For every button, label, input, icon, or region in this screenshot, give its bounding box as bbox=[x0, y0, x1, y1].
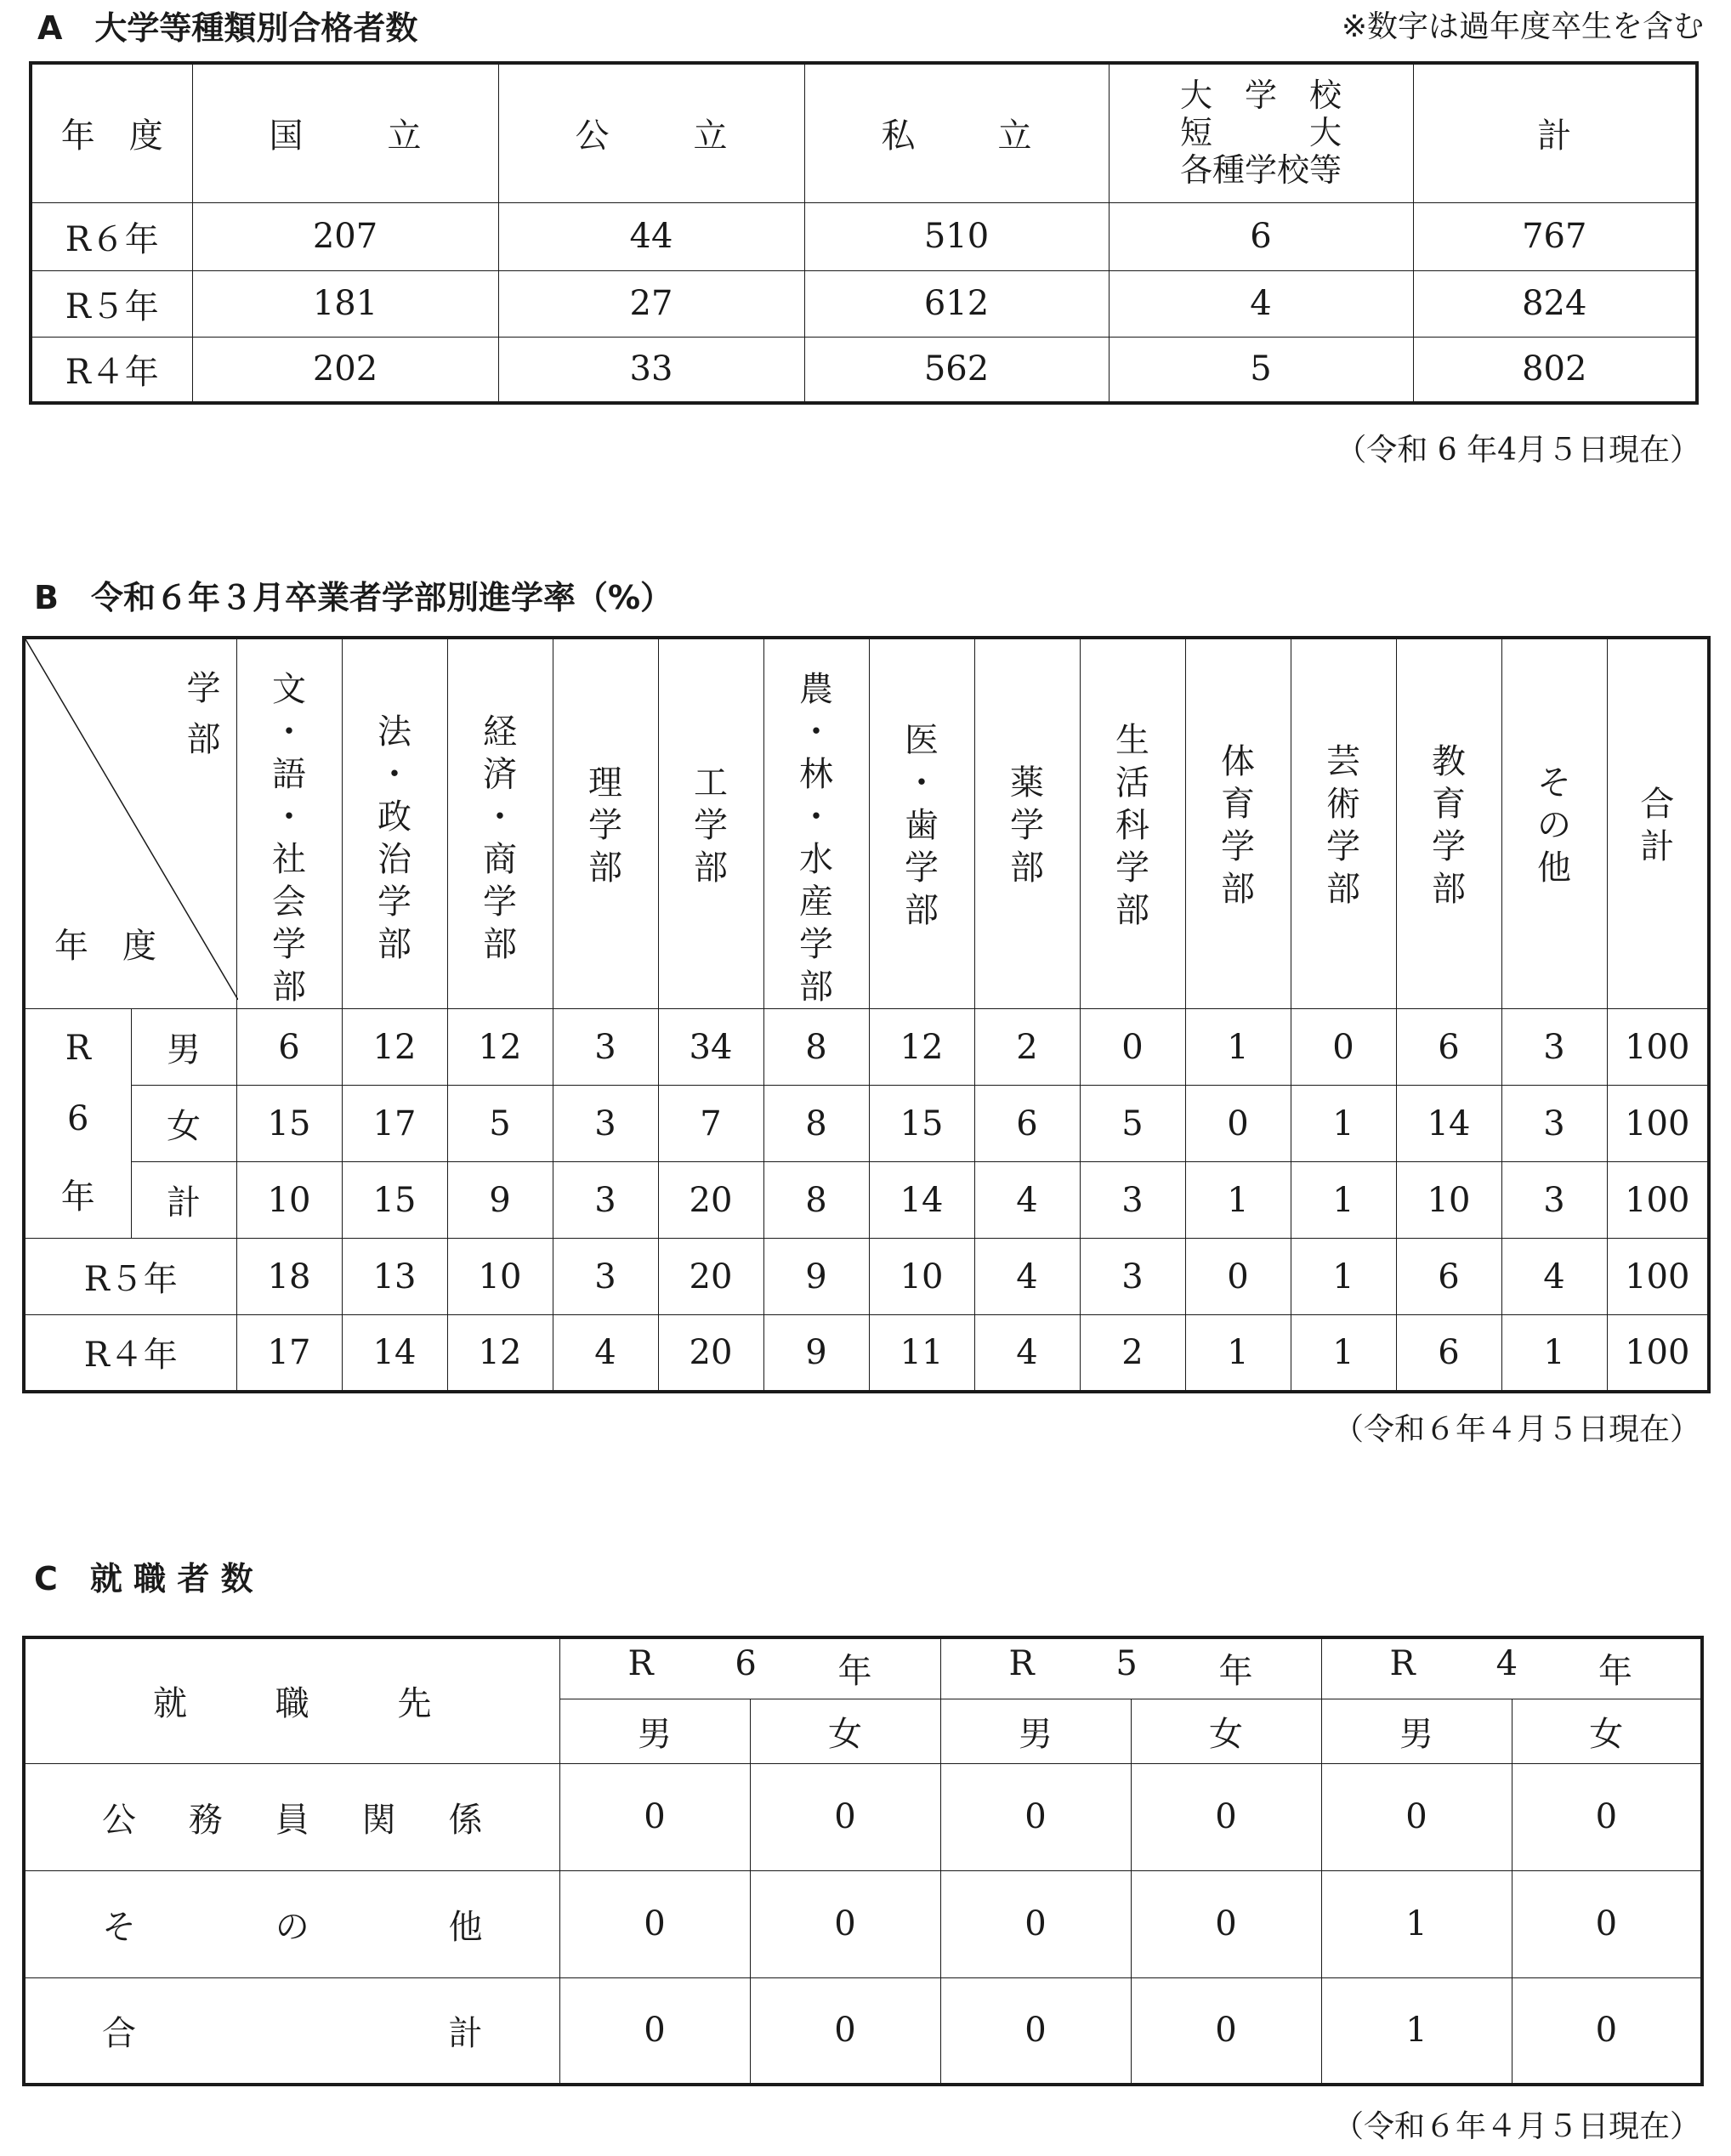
cell-total: 802 bbox=[1413, 337, 1697, 403]
faculty-char: 文 bbox=[272, 670, 306, 709]
cell-rate: 0 bbox=[1080, 1009, 1185, 1086]
row-label: 女 bbox=[131, 1086, 236, 1162]
faculty-char: 生 bbox=[1115, 721, 1149, 760]
table-b-header bbox=[24, 638, 1709, 1009]
cell-total: 824 bbox=[1413, 270, 1697, 337]
faculty-char: 水 bbox=[799, 840, 833, 879]
cell-value: 1 bbox=[1321, 1870, 1512, 1977]
faculty-char: 活 bbox=[1115, 763, 1149, 803]
cell-value: 0 bbox=[1131, 1977, 1321, 2085]
cell-rate: 15 bbox=[869, 1086, 974, 1162]
faculty-char: 部 bbox=[1010, 848, 1044, 888]
cell-value: 0 bbox=[1131, 1870, 1321, 1977]
faculty-char: 育 bbox=[1221, 785, 1255, 824]
cell-rate: 6 bbox=[1396, 1009, 1501, 1086]
faculty-char: 経 bbox=[483, 712, 517, 752]
cell-national: 207 bbox=[192, 202, 498, 270]
faculty-char: 部 bbox=[377, 925, 411, 964]
cell-rate: 15 bbox=[342, 1162, 447, 1239]
cell-rate: 9 bbox=[763, 1239, 869, 1315]
col-year-header: 年 度 bbox=[31, 63, 192, 202]
cell-rate: 17 bbox=[236, 1315, 342, 1392]
cell-rate: 2 bbox=[974, 1009, 1080, 1086]
faculty-char: 林 bbox=[799, 755, 833, 794]
cell-public: 33 bbox=[498, 337, 804, 403]
female-header: 女 bbox=[1512, 1699, 1702, 1763]
cell-private: 562 bbox=[804, 337, 1109, 403]
year-header-r5: R 5 年 bbox=[940, 1637, 1321, 1699]
cell-rate: 1 bbox=[1291, 1315, 1396, 1392]
cell-value: 0 bbox=[1321, 1763, 1512, 1870]
year-header-r4: R 4 年 bbox=[1321, 1637, 1702, 1699]
row-label: R５年 bbox=[24, 1239, 236, 1315]
cell-rate: 12 bbox=[447, 1009, 553, 1086]
corner-faculty-label: 学 部 bbox=[186, 669, 221, 759]
cell-value: 1 bbox=[1321, 1977, 1512, 2085]
faculty-char: 学 bbox=[694, 806, 728, 845]
cell-rate: 0 bbox=[1291, 1009, 1396, 1086]
faculty-char: 部 bbox=[588, 848, 622, 888]
faculty-char: 会 bbox=[272, 882, 306, 922]
faculty-char: 医 bbox=[905, 721, 939, 760]
cell-rate: 12 bbox=[447, 1315, 553, 1392]
faculty-char: 済 bbox=[483, 755, 517, 794]
faculty-char: 部 bbox=[1115, 891, 1149, 930]
faculty-char: 語 bbox=[272, 755, 306, 794]
cell-value: 0 bbox=[1131, 1763, 1321, 1870]
faculty-char: 学 bbox=[377, 882, 411, 922]
cell-rate: 34 bbox=[658, 1009, 763, 1086]
faculty-header bbox=[1396, 638, 1501, 1009]
faculty-char: 薬 bbox=[1010, 763, 1044, 803]
cell-total: 767 bbox=[1413, 202, 1697, 270]
row-label-other: そ の 他 bbox=[24, 1870, 559, 1977]
table-row bbox=[24, 1086, 1709, 1162]
cell-rate: 3 bbox=[1080, 1162, 1185, 1239]
faculty-char: 合 bbox=[1640, 785, 1675, 824]
cell-value: 0 bbox=[559, 1977, 750, 2085]
cell-rate: 14 bbox=[869, 1162, 974, 1239]
cell-rate: 0 bbox=[1185, 1239, 1291, 1315]
faculty-char: ・ bbox=[483, 797, 517, 837]
corner-year-label: 年 度 bbox=[54, 927, 156, 966]
cell-value: 0 bbox=[940, 1870, 1131, 1977]
cell-rate: 1 bbox=[1185, 1315, 1291, 1392]
cell-other: 6 bbox=[1109, 202, 1413, 270]
faculty-header bbox=[1080, 638, 1185, 1009]
cell-rate: 100 bbox=[1607, 1239, 1709, 1315]
faculty-header bbox=[447, 638, 553, 1009]
cell-rate: 12 bbox=[342, 1009, 447, 1086]
faculty-char: 他 bbox=[1537, 848, 1571, 888]
col-national-header: 国 立 bbox=[192, 63, 498, 202]
cell-rate: 7 bbox=[658, 1086, 763, 1162]
table-row bbox=[24, 1009, 1709, 1086]
faculty-char: 法 bbox=[377, 712, 411, 752]
cell-rate: 9 bbox=[447, 1162, 553, 1239]
faculty-char: 工 bbox=[694, 763, 728, 803]
col-private-header: 私 立 bbox=[804, 63, 1109, 202]
cell-rate: 1 bbox=[1291, 1239, 1396, 1315]
cell-rate: 3 bbox=[553, 1086, 658, 1162]
row-label-public: 公 務 員 関 係 bbox=[24, 1763, 559, 1870]
cell-rate: 1 bbox=[1291, 1086, 1396, 1162]
col-dest-header: 就 職 先 bbox=[24, 1637, 559, 1763]
cell-value: 0 bbox=[1512, 1870, 1702, 1977]
col-other-header bbox=[1109, 63, 1413, 202]
section-b-asof: （令和６年４月５日現在） bbox=[1332, 1412, 1700, 1447]
faculty-char: 学 bbox=[483, 882, 517, 922]
faculty-char: 学 bbox=[905, 848, 939, 888]
cell-rate: 100 bbox=[1607, 1315, 1709, 1392]
faculty-char: 学 bbox=[588, 806, 622, 845]
male-header: 男 bbox=[1321, 1699, 1512, 1763]
other-line-3: 各種学校等 bbox=[1179, 150, 1342, 189]
cell-public: 27 bbox=[498, 270, 804, 337]
table-row bbox=[31, 202, 1697, 270]
faculty-char: 部 bbox=[799, 967, 833, 1007]
section-a-title: A 大学等種類別合格者数 bbox=[37, 9, 418, 47]
cell-rate: 1 bbox=[1185, 1162, 1291, 1239]
cell-value: 0 bbox=[750, 1763, 940, 1870]
cell-value: 0 bbox=[1512, 1977, 1702, 2085]
cell-value: 0 bbox=[940, 1763, 1131, 1870]
cell-rate: 100 bbox=[1607, 1009, 1709, 1086]
cell-rate: 3 bbox=[1080, 1239, 1185, 1315]
cell-rate: 17 bbox=[342, 1086, 447, 1162]
faculty-char: 政 bbox=[377, 797, 411, 837]
table-c bbox=[22, 1636, 1704, 2086]
cell-rate: 8 bbox=[763, 1162, 869, 1239]
faculty-char: 育 bbox=[1432, 785, 1466, 824]
table-row bbox=[31, 270, 1697, 337]
male-header: 男 bbox=[559, 1699, 750, 1763]
cell-rate: 3 bbox=[1501, 1009, 1607, 1086]
faculty-char: 治 bbox=[377, 840, 411, 879]
faculty-char: 学 bbox=[1221, 827, 1255, 866]
other-line-1: 大 学 校 bbox=[1179, 77, 1342, 115]
faculty-char: ・ bbox=[905, 763, 939, 803]
cell-rate: 11 bbox=[869, 1315, 974, 1392]
cell-rate: 4 bbox=[974, 1239, 1080, 1315]
faculty-char: 学 bbox=[1432, 827, 1466, 866]
other-line-2: 短 大 bbox=[1179, 113, 1342, 151]
cell-rate: 12 bbox=[869, 1009, 974, 1086]
cell-other: 4 bbox=[1109, 270, 1413, 337]
male-header: 男 bbox=[940, 1699, 1131, 1763]
faculty-char: ・ bbox=[799, 712, 833, 752]
cell-rate: 10 bbox=[447, 1239, 553, 1315]
cell-rate: 6 bbox=[236, 1009, 342, 1086]
faculty-header bbox=[1291, 638, 1396, 1009]
cell-rate: 4 bbox=[553, 1315, 658, 1392]
cell-rate: 5 bbox=[1080, 1086, 1185, 1162]
faculty-char: の bbox=[1537, 806, 1571, 845]
faculty-char: 学 bbox=[1115, 848, 1149, 888]
faculty-char: 理 bbox=[588, 763, 622, 803]
faculty-char: 歯 bbox=[905, 806, 939, 845]
cell-rate: 1 bbox=[1291, 1162, 1396, 1239]
col-public-header: 公 立 bbox=[498, 63, 804, 202]
faculty-header bbox=[763, 638, 869, 1009]
table-row bbox=[24, 1239, 1709, 1315]
section-a-asof: （令和 6 年4月５日現在） bbox=[1336, 433, 1700, 468]
row-year: R６年 bbox=[31, 202, 192, 270]
table-row bbox=[24, 1763, 1702, 1870]
cell-rate: 10 bbox=[236, 1162, 342, 1239]
faculty-char: 部 bbox=[694, 848, 728, 888]
row-year: R５年 bbox=[31, 270, 192, 337]
cell-rate: 13 bbox=[342, 1239, 447, 1315]
faculty-char: そ bbox=[1537, 763, 1571, 803]
table-a-header bbox=[31, 63, 1697, 202]
cell-national: 202 bbox=[192, 337, 498, 403]
cell-national: 181 bbox=[192, 270, 498, 337]
faculty-char: 部 bbox=[483, 925, 517, 964]
faculty-char: ・ bbox=[272, 797, 306, 837]
section-a-note: ※数字は過年度卒生を含む bbox=[1341, 9, 1704, 44]
section-c-title: C 就 職 者 数 bbox=[34, 1560, 253, 1597]
cell-rate: 20 bbox=[658, 1162, 763, 1239]
faculty-header bbox=[236, 638, 342, 1009]
cell-rate: 1 bbox=[1501, 1315, 1607, 1392]
cell-value: 0 bbox=[940, 1977, 1131, 2085]
cell-rate: 8 bbox=[763, 1009, 869, 1086]
female-header: 女 bbox=[750, 1699, 940, 1763]
faculty-char: 教 bbox=[1432, 742, 1466, 781]
year-header-r6: R 6 年 bbox=[559, 1637, 940, 1699]
faculty-header bbox=[1501, 638, 1607, 1009]
cell-rate: 2 bbox=[1080, 1315, 1185, 1392]
cell-rate: 6 bbox=[1396, 1315, 1501, 1392]
cell-rate: 20 bbox=[658, 1239, 763, 1315]
cell-other: 5 bbox=[1109, 337, 1413, 403]
cell-rate: 18 bbox=[236, 1239, 342, 1315]
faculty-char: ・ bbox=[799, 797, 833, 837]
table-a bbox=[29, 61, 1699, 405]
cell-rate: 4 bbox=[974, 1162, 1080, 1239]
faculty-char: ・ bbox=[272, 712, 306, 752]
faculty-char: ・ bbox=[377, 755, 411, 794]
cell-rate: 4 bbox=[974, 1315, 1080, 1392]
cell-rate: 3 bbox=[1501, 1162, 1607, 1239]
r6-label: R 6 年 bbox=[24, 1009, 131, 1239]
cell-rate: 3 bbox=[553, 1239, 658, 1315]
faculty-header bbox=[1185, 638, 1291, 1009]
row-label: 男 bbox=[131, 1009, 236, 1086]
female-header: 女 bbox=[1131, 1699, 1321, 1763]
faculty-char: 商 bbox=[483, 840, 517, 879]
faculty-char: 芸 bbox=[1326, 742, 1360, 781]
table-c-header-years bbox=[24, 1637, 1702, 1699]
faculty-header bbox=[974, 638, 1080, 1009]
cell-value: 0 bbox=[559, 1870, 750, 1977]
cell-rate: 3 bbox=[1501, 1086, 1607, 1162]
section-b-title: B 令和６年３月卒業者学部別進学率（%） bbox=[34, 579, 673, 616]
row-label: 計 bbox=[131, 1162, 236, 1239]
faculty-header bbox=[658, 638, 763, 1009]
cell-rate: 14 bbox=[342, 1315, 447, 1392]
faculty-char: 部 bbox=[1326, 870, 1360, 909]
faculty-header bbox=[869, 638, 974, 1009]
cell-private: 612 bbox=[804, 270, 1109, 337]
section-c-asof: （令和６年４月５日現在） bbox=[1332, 2109, 1700, 2144]
faculty-char: 学 bbox=[1326, 827, 1360, 866]
cell-rate: 20 bbox=[658, 1315, 763, 1392]
faculty-char: 部 bbox=[272, 967, 306, 1007]
table-row bbox=[24, 1977, 1702, 2085]
cell-rate: 0 bbox=[1185, 1086, 1291, 1162]
cell-rate: 10 bbox=[869, 1239, 974, 1315]
cell-rate: 8 bbox=[763, 1086, 869, 1162]
table-b bbox=[22, 636, 1711, 1393]
cell-rate: 10 bbox=[1396, 1162, 1501, 1239]
faculty-char: 社 bbox=[272, 840, 306, 879]
faculty-char: 科 bbox=[1115, 806, 1149, 845]
cell-private: 510 bbox=[804, 202, 1109, 270]
cell-rate: 9 bbox=[763, 1315, 869, 1392]
faculty-char: 体 bbox=[1221, 742, 1255, 781]
faculty-char: 学 bbox=[272, 925, 306, 964]
col-total-header: 計 bbox=[1413, 63, 1697, 202]
faculty-char: 部 bbox=[905, 891, 939, 930]
cell-rate: 100 bbox=[1607, 1162, 1709, 1239]
faculty-char: 学 bbox=[799, 925, 833, 964]
faculty-header bbox=[342, 638, 447, 1009]
row-year: R４年 bbox=[31, 337, 192, 403]
cell-rate: 3 bbox=[553, 1162, 658, 1239]
corner-cell bbox=[24, 638, 236, 1009]
table-row bbox=[24, 1162, 1709, 1239]
cell-rate: 6 bbox=[974, 1086, 1080, 1162]
faculty-header bbox=[1607, 638, 1709, 1009]
faculty-char: 農 bbox=[799, 670, 833, 709]
cell-rate: 1 bbox=[1185, 1009, 1291, 1086]
cell-rate: 4 bbox=[1501, 1239, 1607, 1315]
faculty-char: 計 bbox=[1640, 827, 1675, 866]
cell-rate: 3 bbox=[553, 1009, 658, 1086]
cell-rate: 14 bbox=[1396, 1086, 1501, 1162]
cell-public: 44 bbox=[498, 202, 804, 270]
row-label-total: 合 計 bbox=[24, 1977, 559, 2085]
table-row bbox=[31, 337, 1697, 403]
faculty-char: 学 bbox=[1010, 806, 1044, 845]
faculty-char: 産 bbox=[799, 882, 833, 922]
faculty-char: 術 bbox=[1326, 785, 1360, 824]
cell-value: 0 bbox=[750, 1977, 940, 2085]
cell-rate: 15 bbox=[236, 1086, 342, 1162]
cell-value: 0 bbox=[1512, 1763, 1702, 1870]
faculty-char: 部 bbox=[1432, 870, 1466, 909]
cell-value: 0 bbox=[559, 1763, 750, 1870]
cell-rate: 100 bbox=[1607, 1086, 1709, 1162]
cell-value: 0 bbox=[750, 1870, 940, 1977]
cell-rate: 5 bbox=[447, 1086, 553, 1162]
faculty-char: 部 bbox=[1221, 870, 1255, 909]
faculty-header bbox=[553, 638, 658, 1009]
table-row bbox=[24, 1870, 1702, 1977]
table-row bbox=[24, 1315, 1709, 1392]
row-label: R４年 bbox=[24, 1315, 236, 1392]
cell-rate: 6 bbox=[1396, 1239, 1501, 1315]
